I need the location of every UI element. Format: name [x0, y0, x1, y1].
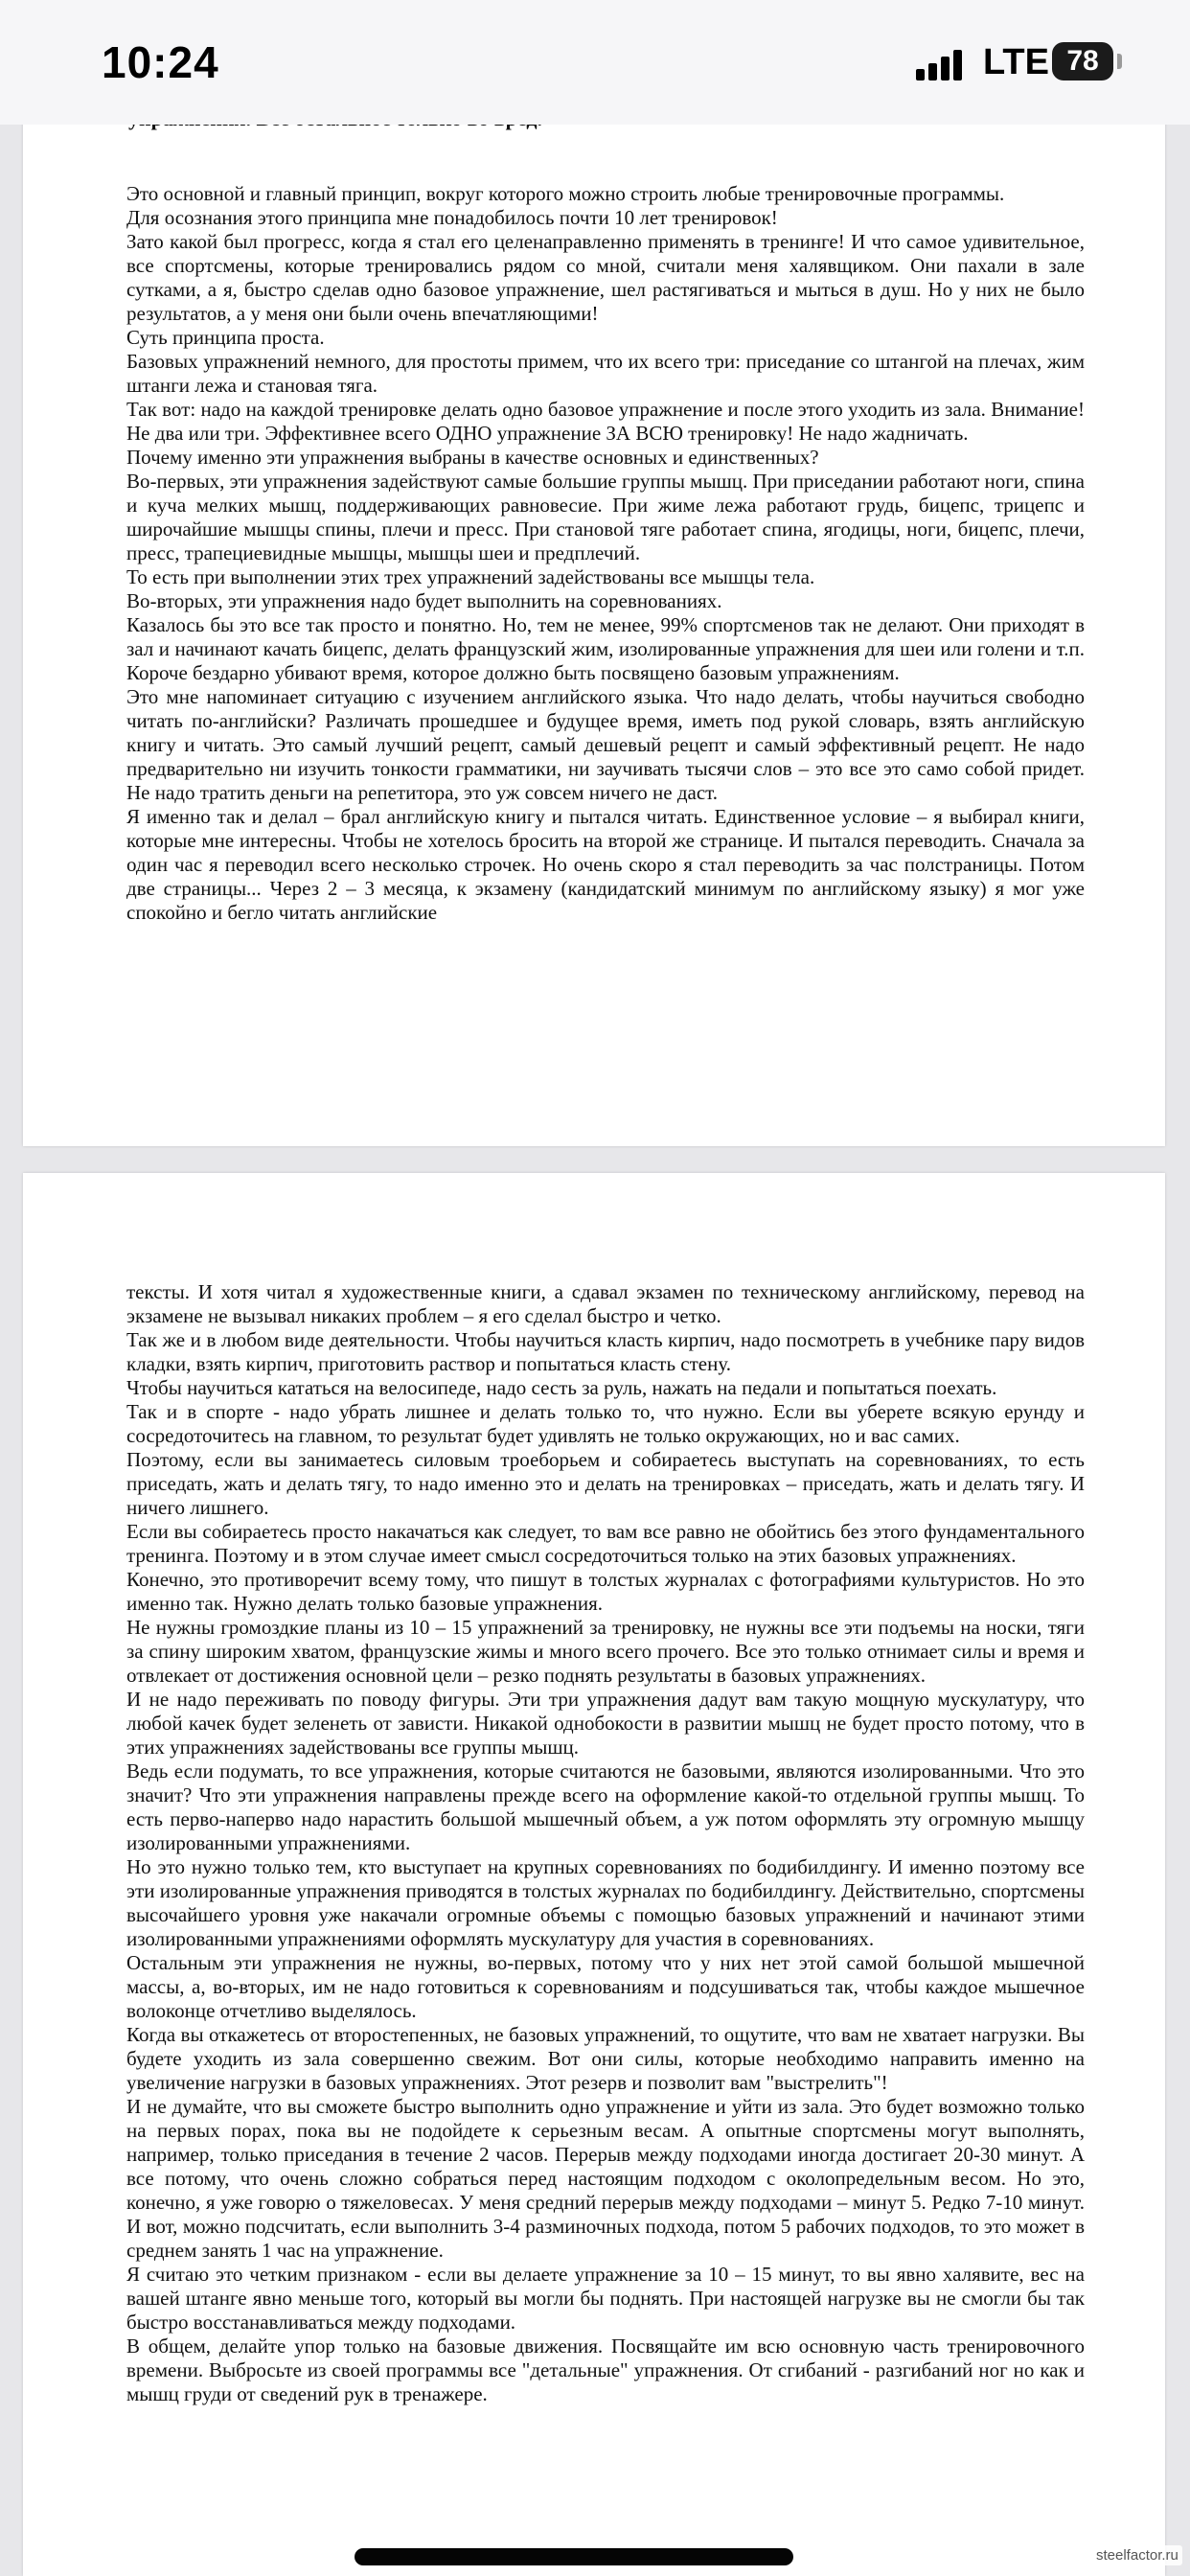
paragraph: Так же и в любом виде деятельности. Чтобы научиться класть кирпич, надо посмотреть в учебнике пару видов кладки, взять кирпич, приготовить раствор и попытаться класть стену.	[126, 1328, 1085, 1375]
redaction-bar	[355, 2548, 793, 2565]
network-type: LTE	[983, 42, 1049, 82]
document-page-1[interactable]	[23, 0, 1165, 1146]
battery-tip	[1117, 54, 1122, 69]
paragraph: Для осознания этого принципа мне понадобилось почти 10 лет тренировок!	[126, 206, 778, 229]
paragraph: Так и в спорте - надо убрать лишнее и делать только то, что нужно. Если вы уберете всякую ерунду и сосредоточитесь на главном, то результат будет удивлять не только окружающих, но и вас самих.	[126, 1400, 1085, 1447]
document-page-2[interactable]	[23, 1173, 1165, 2576]
status-bar	[0, 0, 1190, 125]
paragraph: Не нужны громоздкие планы из 10 – 15 упражнений за тренировку, не нужны все эти подъемы на носки, тяги за спину широким хватом, французские жимы и много всего прочего. Все это только отнимает силы и время и отвлекает от достижения основной цели – резко поднять результаты в базовых упражнениях.	[126, 1616, 1085, 1687]
paragraph: Это основной и главный принцип, вокруг которого можно строить любые тренировочные программы.	[126, 182, 1005, 205]
page-2-text	[126, 1280, 1085, 2406]
paragraph: Чтобы научиться кататься на велосипеде, надо сесть за руль, нажать на педали и попытаться поехать.	[126, 1376, 997, 1399]
status-time: 10:24	[102, 37, 219, 87]
paragraph: Конечно, это противоречит всему тому, что пишут в толстых журналах с фотографиями культуристов. Но это именно так. Нужно делать только базовые упражнения.	[126, 1568, 1085, 1615]
paragraph: Казалось бы это все так просто и понятно. Но, тем не менее, 99% спортсменов так не делают. Они приходят в зал и начинают качать бицепс, делать французский жим, изолированные упражнения для шеи или голени и т.п. Короче бездарно убивают время, которое должно быть посвящено базовым упражнениям.	[126, 613, 1085, 684]
paragraph: И не надо переживать по поводу фигуры. Эти три упражнения дадут вам такую мощную мускулатуру, что любой качек будет зеленеть от зависти. Никакой однобокости в развитии мышц не будет просто потому, что в этих упражнениях задействованы все группы мышц.	[126, 1688, 1085, 1759]
paragraph: тексты. И хотя читал я художественные книги, а сдавал экзамен по техническому английскому, перевод на экзамене не вызывал никаких проблем – я его сделал быстро и четко.	[126, 1280, 1085, 1327]
paragraph: Почему именно эти упражнения выбраны в качестве основных и единственных?	[126, 446, 819, 469]
page-1-text	[126, 182, 1085, 925]
paragraph: Так вот: надо на каждой тренировке делать одно базовое упражнение и после этого уходить из зала. Внимание! Не два или три. Эффективнее всего ОДНО упражнение ЗА ВСЮ тренировку! Не надо жадничать.	[126, 398, 1085, 445]
paragraph: Когда вы откажетесь от второстепенных, не базовых упражнений, то ощутите, что вам не хватает нагрузки. Вы будете уходить из зала совершенно свежим. Вот они силы, которые необходимо направить именно на увеличение нагрузки в базовых упражнениях. Этот резерв и позволит вам "выстрелить"!	[126, 2023, 1085, 2094]
paragraph: Во-вторых, эти упражнения надо будет выполнить на соревнованиях.	[126, 589, 722, 612]
paragraph: Я именно так и делал – брал английскую книгу и пытался читать. Единственное условие – я выбирал книги, которые мне интересны. Чтобы не хотелось бросить на второй же странице. И пытался переводить. Сначала за один час я переводил всего несколько строчек. Но очень скоро я стал переводить за час полстраницы. Потом две страницы... Через 2 – 3 месяца, к экзамену (кандидатский минимум по английскому языку) я мог уже спокойно и бегло читать английские	[126, 805, 1085, 924]
paragraph: Остальным эти упражнения не нужны, во-первых, потому что у них нет этой самой большой мышечной массы, а, во-вторых, им не надо готовиться к соревнованиям и подсушиваться так, чтобы каждое мышечное волоконце отчетливо выделялось.	[126, 1951, 1085, 2022]
watermark: steelfactor.ru	[1092, 2545, 1182, 2565]
paragraph: Это мне напоминает ситуацию с изучением английского языка. Что надо делать, чтобы научиться свободно читать по-английски? Различать прошедшее и будущее время, иметь под рукой словарь, взять английскую книгу и читать. Это самый лучший рецепт, самый дешевый рецепт и самый эффективный рецепт. Не надо предварительно ни изучить тонкости грамматики, ни заучивать тысячи слов – это все это само собой придет. Не надо тратить деньги на репетитора, это уж совсем ничего не даст.	[126, 685, 1085, 804]
paragraph: Во-первых, эти упражнения задействуют самые большие группы мышц. При приседании работают ноги, спина и куча мелких мышц, поддерживающих равновесие. При жиме лежа работают грудь, бицепс, трицепс и широчайшие мышцы спины, плечи и пресс. При становой тяге работает спина, ягодицы, ноги, бицепс, плечи, пресс, трапециевидные мышцы, мышцы шеи и предплечий.	[126, 470, 1085, 564]
paragraph: Я считаю это четким признаком - если вы делаете упражнение за 10 – 15 минут, то вы явно халявите, вес на вашей штанге явно меньше того, который вы могли бы поднять. При настоящей нагрузке вы не смогли бы так быстро восстанавливаться между подходами.	[126, 2263, 1085, 2334]
paragraph: Ведь если подумать, то все упражнения, которые считаются не базовыми, являются изолированными. Что это значит? Что эти упражнения направлены прежде всего на оформление какой-то отдельной группы мышц. То есть перво-наперво надо нарастить большой мышечный объем, а уж потом оформлять эту огромную мышцу изолированными упражнениями.	[126, 1760, 1085, 1854]
paragraph: Суть принципа проста.	[126, 326, 325, 349]
paragraph: То есть при выполнении этих трех упражнений задействованы все мышцы тела.	[126, 565, 815, 588]
paragraph: Но это нужно только тем, кто выступает на крупных соревнованиях по бодибилдингу. И именно поэтому все эти изолированные упражнения приводятся в толстых журналах по бодибилдингу. Действительно, спортсмены высочайшего уровня уже накачали огромные объемы с помощью базовых упражнений и начинают этими изолированными упражнениями оформлять мускулатуру для участия в соревнованиях.	[126, 1855, 1085, 1950]
paragraph: Если вы собираетесь просто накачаться как следует, то вам все равно не обойтись без этого фундаментального тренинга. Поэтому и в этом случае имеет смысл сосредоточиться только на этих базовых упражнениях.	[126, 1520, 1085, 1567]
paragraph: Поэтому, если вы занимаетесь силовым троеборьем и собираетесь выступать на соревнованиях, то есть приседать, жать и делать тягу, то надо именно это и делать на тренировках – приседать, жать и делать тягу. И ничего лишнего.	[126, 1448, 1085, 1519]
signal-icon	[916, 50, 964, 80]
battery-icon	[1052, 42, 1113, 80]
paragraph: Базовых упражнений немного, для простоты примем, что их всего три: приседание со штангой на плечах, жим штанги лежа и становая тяга.	[126, 350, 1085, 397]
paragraph: И не думайте, что вы сможете быстро выполнить одно упражнение и уйти из зала. Это будет возможно только на первых порах, пока вы не подойдете к серьезным весам. А опытные спортсмены могут выполнять, например, только приседания в течение 2 часов. Перерыв между подходами иногда достигает 20-30 минут. А все потому, что очень сложно собраться перед настоящим подходом с околопредельным весом. Но это, конечно, я уже говорю о тяжеловесах. У меня средний перерыв между подходами – минут 5. Редко 7-10 минут. И вот, можно подсчитать, если выполнить 3-4 разминочных подхода, потом 5 рабочих подходов, то это может в среднем занять 1 час на упражнение.	[126, 2095, 1085, 2262]
battery-level: 78	[1066, 45, 1099, 77]
paragraph: В общем, делайте упор только на базовые движения. Посвящайте им всю основную часть тренировочного времени. Выбросьте из своей программы все "детальные" упражнения. От сгибаний - разгибаний ног но как и мышц груди от сведений рук в тренажере.	[126, 2334, 1085, 2405]
paragraph: Зато какой был прогресс, когда я стал его целенаправленно применять в тренинге! И что самое удивительное, все спортсмены, которые тренировались рядом со мной, считали меня халявщиком. Они пахали в зале сутками, а я, быстро сделав одно базовое упражнение, шел растягиваться и мыться в душ. Но у них не было результатов, а у меня они были очень впечатляющими!	[126, 230, 1085, 325]
